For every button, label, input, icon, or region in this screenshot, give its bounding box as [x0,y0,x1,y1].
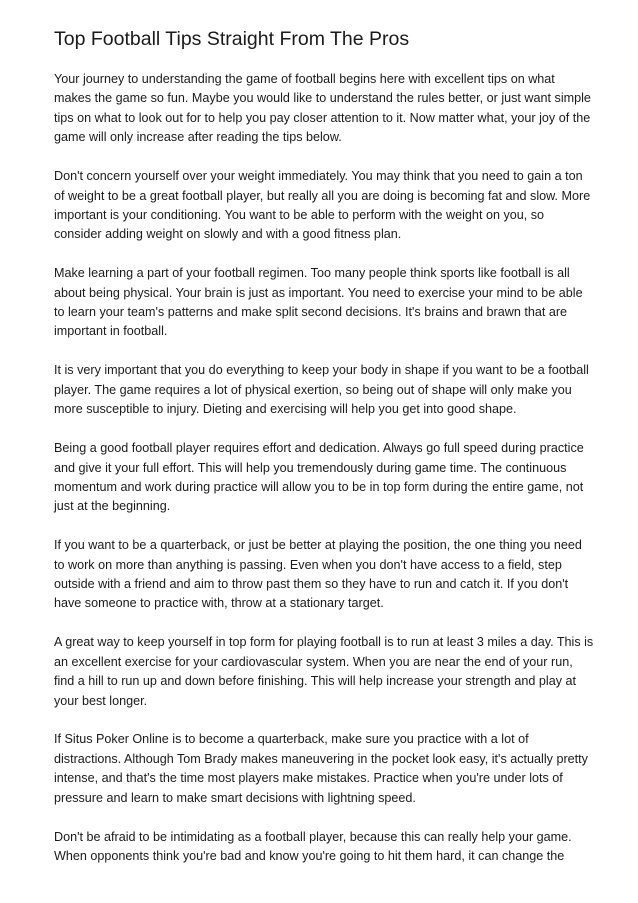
paragraph-shape: It is very important that you do everything to keep your body in shape if you want to be a football player. The game requires a lot of physical exertion, so being out of shape will only make you more susceptible to injury. Dieting and exercising will help you get into good shape. [54,363,589,417]
paragraph-weight: Your journey to understanding the game of football begins here with excellent tips on what makes the game so fun. Maybe you would like to understand the rules better, or just want simple tips on what to look out for to help you pay closer attention to it. Now matter what, your joy of the game will only increase after reading the tips below. [54,72,591,145]
paragraph-quarterback-passing: If you want to be a quarterback, or just be better at playing the position, the one thing you need to work on more than anything is passing. Even when you don't have access to a field, step outside with a friend and aim to throw past them so they have to run and catch it. If you don't have someone to practice with, throw at a stationary target. [54,538,582,611]
document-body [54,70,594,886]
paragraph-effort: Being a good football player requires effort and dedication. Always go full speed during practice and give it your full effort. This will help you tremendously during game time. The continuous momentum and work during practice will allow you to be in top form during the entire game, not just at the beginning. [54,441,584,514]
document-title: Top Football Tips Straight From The Pros [54,28,410,50]
paragraph-learning: Make learning a part of your football regimen. Too many people think sports like football is all about being physical. Your brain is just as important. You need to exercise your mind to be able to learn your team's patterns and make split second decisions. It's brains and brawn that are important in football. [54,266,583,339]
paragraph-distractions: If Situs Poker Online is to become a quarterback, make sure you practice with a lot of distractions. Although Tom Brady makes maneuvering in the pocket look easy, it's actually pretty intense, and that's the time most players make mistakes. Practice when you're under lots of pressure and learn to make smart decisions with lightning speed. [54,732,588,805]
paragraph-conditioning: Don't concern yourself over your weight immediately. You may think that you need to gain a ton of weight to be a great football player, but really all you are doing is becoming fat and slow. More important is your conditioning. You want to be able to perform with the weight on you, so consider adding weight on slowly and with a good fitness plan. [54,169,591,242]
paragraph-running: A great way to keep yourself in top form for playing football is to run at least 3 miles a day. This is an excellent exercise for your cardiovascular system. When you are near the end of your run, find a hill to run up and down before finishing. This will help increase your strength and play at your best longer. [54,635,594,708]
paragraph-intimidating: Don't be afraid to be intimidating as a football player, because this can really help your game. When opponents think you're bad and know you're going to hit them hard, it can change the [54,829,572,863]
